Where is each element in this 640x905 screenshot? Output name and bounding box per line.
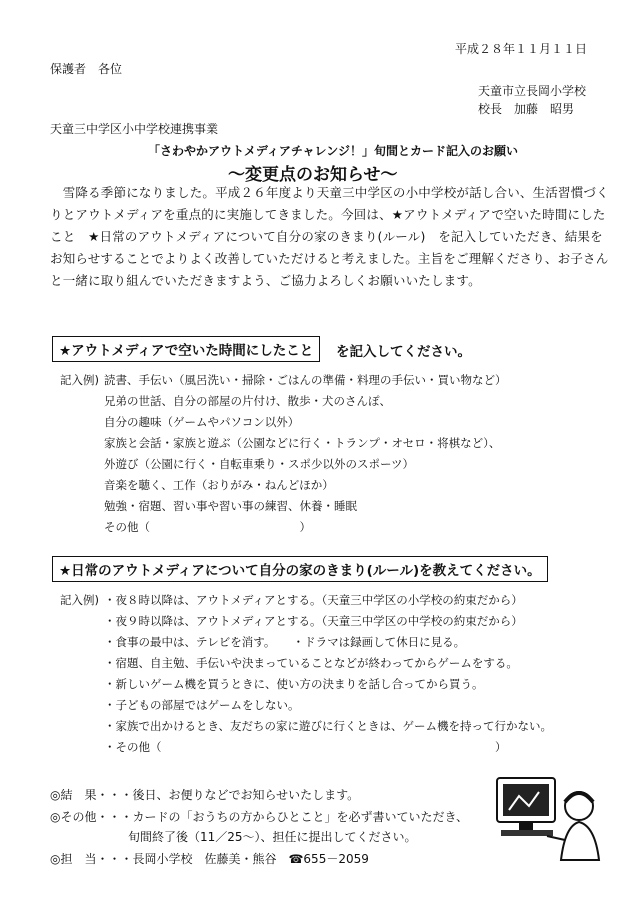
section1-item: 自分の趣味（ゲームやパソコン以外） [104, 415, 300, 429]
section2-item: ・新しいゲーム機を買うときに、使い方の決まりを話し合ってから買う。 [104, 677, 484, 691]
footer-result: ◎結 果・・・後日、お便りなどでお知らせいたします。 [50, 788, 360, 802]
section2-item: ・家族で出かけるとき、友だちの家に遊びに行くときは、ゲーム機を持って行かない。 [104, 719, 553, 733]
page-title: ～変更点のお知らせ～ [228, 165, 398, 185]
school-name: 天童市立長岡小学校 [478, 84, 587, 98]
monitor-stand [519, 822, 533, 830]
intro-paragraph: 雪降る季節になりました。平成２６年度より天童三中学区の小中学校が話し合い、生活習慣づくりとアウトメディアを重点的に実施してきました。今回は、★アウトメディアで空いた時間にしたこと ★日常のアウトメディアについて自分の家のきまり(ルール) を記入していただき、結果をお知らせすることでよりよく改善していただけると考えました。主旨をご理解くださり、お子さんと一緒に取り組んでいただきますよう、ご協力よろしくお願いいたします。 [50, 185, 609, 288]
section1-item: 勉強・宿題、習い事や習い事の練習、休養・睡眠 [104, 499, 357, 513]
section2-example-label: 記入例) [60, 593, 99, 607]
footer-other: ◎その他・・・カードの「おうちの方からひとこと」を必ず書いていただき、 [50, 810, 468, 824]
footer-contact: ◎担 当・・・長岡小学校 佐藤美・熊谷 ☎655－2059 [50, 852, 369, 866]
section2-item: ・夜９時以降は、アウトメディアとする。（天童三中学区の中学校の約束だから） [104, 614, 523, 628]
child-body [561, 822, 599, 860]
section2-item: ・宿題、自主勉、手伝いや決まっていることなどが終わってからゲームをする。 [104, 656, 518, 670]
principal-name: 校長 加藤 昭男 [478, 102, 575, 116]
section1-item: 音楽を聴く、工作（おりがみ・ねんどほか） [104, 478, 334, 492]
recipient: 保護者 各位 [50, 62, 123, 76]
section1-item: 読書、手伝い（風呂洗い・掃除・ごはんの準備・料理の手伝い・買い物など） [104, 373, 507, 387]
child-at-computer-illustration [495, 770, 605, 870]
section1-item: 家族と会話・家族と遊ぶ（公園などに行く・トランプ・オセロ・将棋など）、 [104, 436, 501, 450]
screen-shape [503, 784, 549, 816]
section1-example-label: 記入例) [60, 373, 99, 387]
project-name: 天童三中学区小中学校連携事業 [50, 122, 219, 136]
section1-heading: ★アウトメディアで空いた時間にしたこと [52, 336, 320, 362]
child-arm [547, 836, 565, 840]
subtitle: 「さわやかアウトメディアチャレンジ！」旬間とカード記入のお願い [148, 144, 518, 158]
keyboard-shape [501, 830, 553, 836]
section1-item: 外遊び（公園に行く・自転車乗り・スポ少以外のスポーツ） [104, 457, 415, 471]
footer-other-detail: 旬間終了後（11／25～）、担任に提出してください。 [128, 830, 417, 844]
section1-item: その他（ ） [104, 520, 311, 534]
date: 平成２８年１１月１１日 [455, 42, 588, 56]
section2-heading: ★日常のアウトメディアについて自分の家のきまり(ルール)を教えてください。 [52, 556, 548, 582]
section2-item: ・子どもの部屋ではゲームをしない。 [104, 698, 300, 712]
section1-instruction: を記入してください。 [336, 344, 471, 360]
section2-item: ・食事の最中は、テレビを消す。 ・ドラマは録画して休日に見る。 [104, 635, 466, 649]
section2-item: ・夜８時以降は、アウトメディアとする。（天童三中学区の小学校の約束だから） [104, 593, 523, 607]
section1-item: 兄弟の世話、自分の部屋の片付け、散歩・犬のさんぽ、 [104, 394, 392, 408]
section2-item: ・その他（ ） [104, 740, 507, 754]
